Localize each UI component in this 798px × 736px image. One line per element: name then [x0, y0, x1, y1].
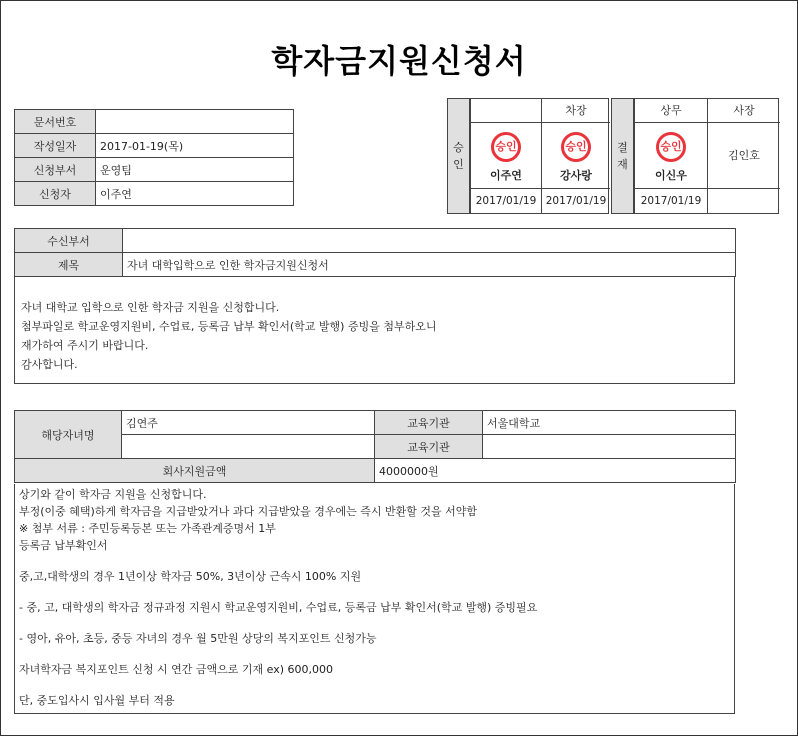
approval-box-1 — [447, 98, 609, 214]
approval-stamp-icon: 승인 — [561, 132, 591, 162]
approver-sign — [635, 123, 707, 189]
note-gap — [19, 647, 734, 661]
note-gap — [19, 554, 734, 568]
body-line: 자녀 대학교 입학으로 인한 학자금 지원을 신청합니다. — [21, 301, 280, 314]
approval-side-label: 결 재 — [612, 99, 634, 213]
recipient-label: 수신부서 — [15, 229, 123, 253]
applicant-label: 신청자 — [15, 182, 96, 206]
approval-stamp-icon: 승인 — [656, 132, 686, 162]
approver-sign — [708, 123, 780, 189]
amount-label: 회사지원금액 — [15, 459, 375, 483]
note-line: ※ 첨부 서류 : 주민등록등본 또는 가족관계증명서 1부 — [19, 522, 276, 535]
note-gap — [19, 585, 734, 599]
child-name-2 — [122, 435, 375, 459]
approver-rank: 상무 — [635, 99, 707, 123]
note-line: 단, 중도입사시 입사월 부터 적용 — [19, 694, 175, 707]
school-label-2: 교육기관 — [375, 435, 483, 459]
child-name-label: 해당자녀명 — [15, 411, 122, 459]
note-line: - 중, 고, 대학생의 학자금 정규과정 지원시 학교운영지원비, 수업료, 등록금 납부 확인서(학교 발행) 증빙필요 — [19, 601, 538, 614]
notes-body — [14, 484, 735, 714]
doc-number-label: 문서번호 — [15, 110, 96, 134]
info-row-applicant — [15, 182, 294, 206]
approval-column — [707, 99, 780, 213]
body-line: 첨부파일로 학교운영지원비, 수업료, 등록금 납부 확인서(학교 발행) 증빙을 첨부하오니 — [21, 320, 437, 333]
approval-column — [541, 99, 610, 213]
approval-column — [470, 99, 541, 213]
recipient-value — [123, 229, 736, 253]
applicant-value: 이주연 — [96, 182, 294, 206]
approver-rank: 차장 — [542, 99, 610, 123]
info-row-doc-number — [15, 110, 294, 134]
child-info-table — [14, 410, 736, 483]
dept-value: 운영팀 — [96, 158, 294, 182]
approver-sign — [542, 123, 610, 189]
dept-label: 신청부서 — [15, 158, 96, 182]
note-gap — [19, 616, 734, 630]
body-line: 재가하여 주시기 바랍니다. — [21, 339, 149, 352]
note-line: 부정(이중 혜택)하게 학자금을 지급받았거나 과다 지급받았을 경우에는 즉시 반환할 것을 서약함 — [19, 505, 477, 518]
date-label: 작성일자 — [15, 134, 96, 158]
approval-column — [634, 99, 707, 213]
approval-date: 2017/01/19 — [640, 195, 702, 207]
school-label-1: 교육기관 — [375, 411, 483, 435]
body-line: 감사합니다. — [21, 358, 78, 371]
note-line: 중,고,대학생의 경우 1년이상 학자금 50%, 3년이상 근속시 100% 지원 — [19, 570, 362, 583]
school-value-1: 서울대학교 — [483, 411, 736, 435]
amount-value: 4000000원 — [375, 459, 736, 483]
note-line: 자녀학자금 복지포인트 신청 시 연간 금액으로 기재 ex) 600,000 — [19, 663, 333, 676]
approval-date: 2017/01/19 — [475, 195, 537, 207]
info-table — [14, 109, 294, 206]
approver-name: 김인호 — [728, 149, 760, 162]
approver-name: 이주연 — [490, 169, 522, 182]
info-row-date — [15, 134, 294, 158]
date-value: 2017-01-19(목) — [96, 134, 294, 158]
note-line: 상기와 같이 학자금 지원을 신청합니다. — [19, 488, 207, 501]
doc-number-value — [96, 110, 294, 134]
approver-name: 이신우 — [655, 169, 687, 182]
approver-name: 강사랑 — [560, 169, 592, 182]
note-line: - 영아, 유아, 초등, 중등 자녀의 경우 월 5만원 상당의 복지포인트 신청가능 — [19, 632, 377, 645]
approval-side-label: 승 인 — [448, 99, 470, 213]
approval-date: 2017/01/19 — [545, 195, 607, 207]
document-body — [14, 276, 735, 384]
approver-sign — [471, 123, 541, 189]
approval-box-2 — [611, 98, 779, 214]
note-line: 등록금 납부확인서 — [19, 539, 108, 552]
subject-value: 자녀 대학입학으로 인한 학자금지원신청서 — [123, 253, 736, 277]
subject-label: 제목 — [15, 253, 123, 277]
note-gap — [19, 678, 734, 692]
approval-date — [708, 189, 780, 213]
approver-rank — [471, 99, 541, 123]
approver-rank: 사장 — [708, 99, 780, 123]
document-title: 학자금지원신청서 — [271, 42, 527, 80]
school-value-2 — [483, 435, 736, 459]
approval-stamp-icon: 승인 — [491, 132, 521, 162]
document-header-table — [14, 228, 736, 277]
info-row-dept — [15, 158, 294, 182]
child-name-1: 김연주 — [122, 411, 375, 435]
